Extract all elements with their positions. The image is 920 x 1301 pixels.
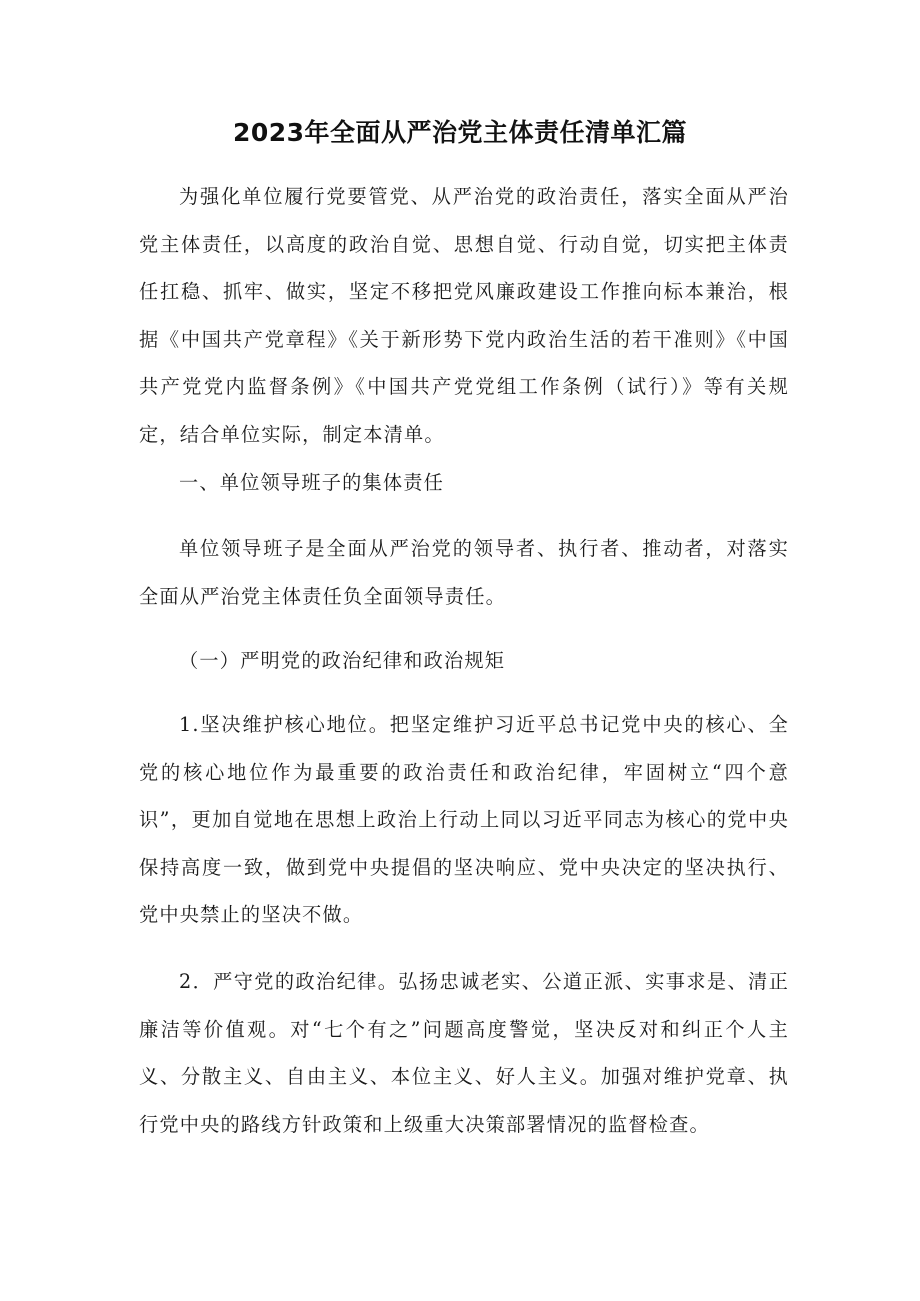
intro-paragraph: 为强化单位履行党要管党、从严治党的政治责任，落实全面从严治党主体责任，以高度的政治自觉、思想自觉、行动自觉，切实把主体责任扛稳、抓牢、做实，坚定不移把党风廉政建设工作推向标本兼治，根据《中国共产党章程》《关于新形势下党内政治生活的若干准则》《中国共产党党内监督条例》《中国共产党党组工作条例（试行）》等有关规定，结合单位实际，制定本清单。 — [139, 185, 789, 446]
section-heading: 一、单位领导班子的集体责任 — [179, 471, 445, 494]
section-paragraph: 单位领导班子是全面从严治党的领导者、执行者、推动者，对落实全面从严治党主体责任负全面领导责任。 — [139, 537, 789, 608]
item-paragraph-1: 1.坚决维护核心地位。把坚定维护习近平总书记党中央的核心、全党的核心地位作为最重要的政治责任和政治纪律，牢固树立“四个意识”，更加自觉地在思想上政治上行动上同以习近平同志为核心的党中央保持高度一致，做到党中央提倡的坚决响应、党中央决定的坚决执行、党中央禁止的坚决不做。 — [139, 713, 789, 926]
item-paragraph-2: 2．严守党的政治纪律。弘扬忠诚老实、公道正派、实事求是、清正廉洁等价值观。对“七个有之”问题高度警觉，坚决反对和纠正个人主义、分散主义、自由主义、本位主义、好人主义。加强对维护党章、执行党中央的路线方针政策和上级重大决策部署情况的监督检查。 — [139, 970, 789, 1136]
document-title: 2023年全面从严治党主体责任清单汇篇 — [232, 118, 688, 147]
subsection-heading: （一）严明党的政治纪律和政治规矩 — [179, 649, 506, 672]
